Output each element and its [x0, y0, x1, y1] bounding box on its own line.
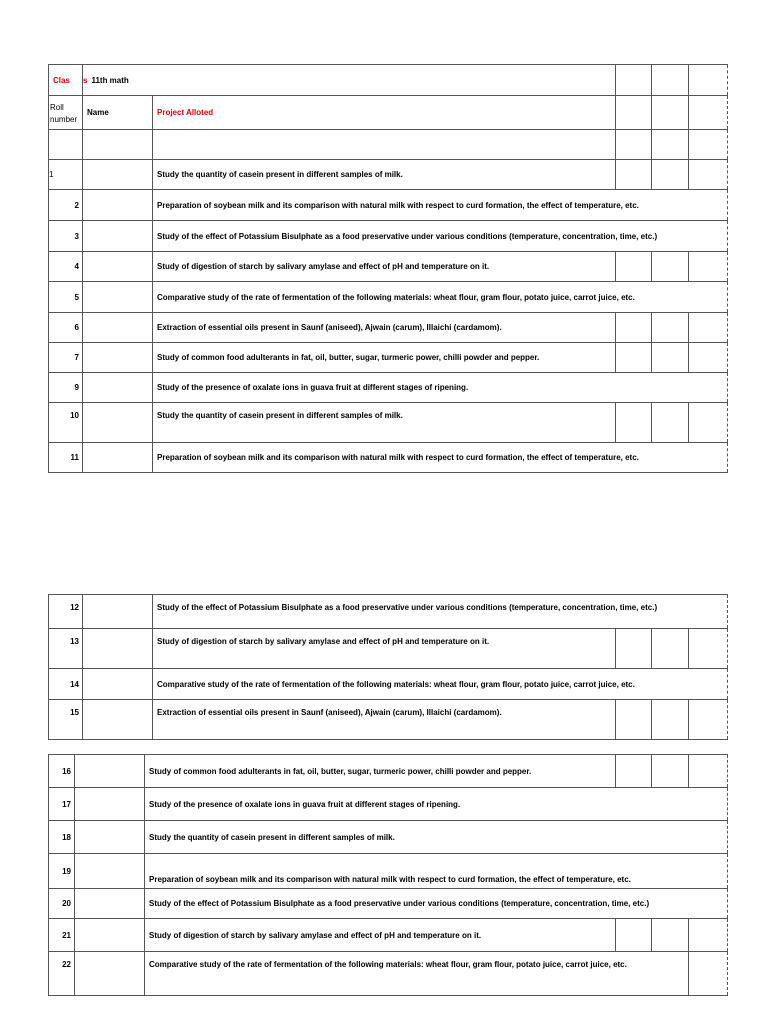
- empty-box-cell: [652, 96, 689, 129]
- project-cell: Study the quantity of casein present in different samples of milk.: [153, 403, 616, 442]
- table-row: [49, 252, 728, 282]
- empty-box-cell: [616, 65, 652, 95]
- empty-box-cell: [689, 313, 728, 342]
- empty-box-cell: [652, 313, 689, 342]
- empty-box-cell: [616, 96, 652, 129]
- name-cell: [83, 700, 153, 739]
- blank-cell: [153, 65, 616, 95]
- blank-cell: [83, 130, 153, 159]
- empty-box-cell: [689, 130, 728, 159]
- empty-box-cell: [616, 755, 652, 787]
- project-cell: Extraction of essential oils present in Saunf (aniseed), Ajwain (carum), Illaichi (cardamom).: [153, 313, 616, 342]
- table-row: [49, 669, 728, 700]
- empty-box-cell: [616, 130, 652, 159]
- project-cell: Study of common food adulterants in fat, oil, butter, sugar, turmeric power, chilli powder and pepper.: [145, 755, 616, 787]
- empty-box-cell: [652, 130, 689, 159]
- name-cell: [83, 669, 153, 699]
- roll-number: 13: [49, 629, 83, 668]
- class-label-text: Clas: [53, 75, 70, 85]
- roll-number: 15: [49, 700, 83, 739]
- roll-number: 6: [49, 313, 83, 342]
- roll-number: 12: [49, 595, 83, 628]
- table-row: [49, 854, 728, 889]
- roll-number: 16: [49, 755, 75, 787]
- table-row: [49, 700, 728, 740]
- name-cell: [75, 854, 145, 888]
- project-cell: Study the quantity of casein present in different samples of milk.: [153, 160, 616, 189]
- project-cell: Study of the effect of Potassium Bisulphate as a food preservative under various conditions (temperature, concentration, time, etc.): [153, 595, 728, 628]
- empty-box-cell: [689, 755, 728, 787]
- name-cell: [83, 282, 153, 312]
- project-table: [48, 594, 728, 740]
- table-class-row: [49, 65, 728, 96]
- name-cell: [83, 313, 153, 342]
- roll-number: 20: [49, 889, 75, 918]
- table-row: [49, 755, 728, 788]
- name-cell: [83, 190, 153, 220]
- name-header: Name: [83, 96, 153, 129]
- empty-box-cell: [616, 160, 652, 189]
- name-cell: [75, 755, 145, 787]
- roll-number: 1: [49, 160, 83, 189]
- empty-box-cell: [689, 919, 728, 951]
- table-head-row: [49, 96, 728, 130]
- class-value: [83, 65, 153, 95]
- roll-number: 4: [49, 252, 83, 281]
- empty-box-cell: [652, 755, 689, 787]
- table-row: [49, 190, 728, 221]
- table-row: [49, 313, 728, 343]
- table-blank-row: [49, 130, 728, 160]
- table-row: [49, 595, 728, 629]
- roll-number: 11: [49, 443, 83, 472]
- name-cell: [75, 788, 145, 820]
- project-cell: Study of the presence of oxalate ions in guava fruit at different stages of ripening.: [153, 373, 728, 402]
- roll-number: 7: [49, 343, 83, 372]
- project-cell: Study of common food adulterants in fat, oil, butter, sugar, turmeric power, chilli powder and pepper.: [153, 343, 616, 372]
- roll-number: 18: [49, 821, 75, 853]
- roll-number: 22: [49, 952, 75, 995]
- roll-number: 5: [49, 282, 83, 312]
- table-row: [49, 373, 728, 403]
- project-cell: Preparation of soybean milk and its comparison with natural milk with respect to curd formation, the effect of temperature, etc.: [153, 190, 728, 220]
- empty-box-cell: [616, 700, 652, 739]
- roll-number-header: Roll number: [49, 96, 83, 129]
- class-label: [49, 65, 83, 95]
- table-row: [49, 403, 728, 443]
- empty-box-cell: [689, 343, 728, 372]
- project-table: [48, 754, 728, 996]
- roll-number: 3: [49, 221, 83, 251]
- table-row: [49, 629, 728, 669]
- empty-box-cell: [689, 160, 728, 189]
- empty-box-cell: [689, 952, 728, 995]
- empty-box-cell: [652, 919, 689, 951]
- empty-box-cell: [689, 65, 728, 95]
- name-cell: [83, 403, 153, 442]
- project-cell: Preparation of soybean milk and its comparison with natural milk with respect to curd formation, the effect of temperature, etc.: [145, 854, 728, 888]
- empty-box-cell: [652, 700, 689, 739]
- name-cell: [83, 343, 153, 372]
- project-cell: Preparation of soybean milk and its comparison with natural milk with respect to curd formation, the effect of temperature, etc.: [153, 443, 728, 472]
- table-row: [49, 919, 728, 952]
- empty-box-cell: [689, 252, 728, 281]
- empty-box-cell: [652, 343, 689, 372]
- project-cell: Study of the effect of Potassium Bisulphate as a food preservative under various conditions (temperature, concentration, time, etc.): [153, 221, 728, 251]
- empty-box-cell: [616, 343, 652, 372]
- project-cell: Extraction of essential oils present in Saunf (aniseed), Ajwain (carum), Illaichi (cardamom).: [153, 700, 616, 739]
- roll-number: 9: [49, 373, 83, 402]
- project-cell: Study of digestion of starch by salivary amylase and effect of pH and temperature on it.: [153, 629, 616, 668]
- roll-number: 17: [49, 788, 75, 820]
- empty-box-cell: [652, 403, 689, 442]
- project-cell: Study of digestion of starch by salivary amylase and effect of pH and temperature on it.: [145, 919, 616, 951]
- name-cell: [83, 252, 153, 281]
- blank-cell: [49, 130, 83, 159]
- name-cell: [75, 821, 145, 853]
- empty-box-cell: [689, 96, 728, 129]
- project-cell: Study the quantity of casein present in different samples of milk.: [145, 821, 728, 853]
- empty-box-cell: [616, 629, 652, 668]
- table-row: [49, 952, 728, 996]
- project-table: [48, 64, 728, 473]
- empty-box-cell: [689, 700, 728, 739]
- empty-box-cell: [652, 160, 689, 189]
- table-row: [49, 443, 728, 473]
- empty-box-cell: [616, 919, 652, 951]
- empty-box-cell: [689, 629, 728, 668]
- roll-number: 10: [49, 403, 83, 442]
- project-cell: Comparative study of the rate of fermentation of the following materials: wheat flour, gram flour, potato juice, carrot juice, etc.: [153, 669, 728, 699]
- project-header: Project Alloted: [153, 96, 616, 129]
- empty-box-cell: [652, 252, 689, 281]
- table-row: [49, 788, 728, 821]
- roll-number: 19: [49, 854, 75, 888]
- name-cell: [83, 160, 153, 189]
- project-cell: Study of the effect of Potassium Bisulphate as a food preservative under various conditions (temperature, concentration, time, etc.): [145, 889, 728, 918]
- roll-number: 2: [49, 190, 83, 220]
- name-cell: [83, 595, 153, 628]
- name-cell: [83, 629, 153, 668]
- class-value-text: 11th math: [91, 75, 129, 85]
- empty-box-cell: [616, 252, 652, 281]
- roll-number: 21: [49, 919, 75, 951]
- table-row: [49, 343, 728, 373]
- roll-number: 14: [49, 669, 83, 699]
- project-cell: Study of the presence of oxalate ions in guava fruit at different stages of ripening.: [145, 788, 728, 820]
- table-row: [49, 889, 728, 919]
- table-row: [49, 821, 728, 854]
- class-label-suffix: s: [83, 75, 88, 85]
- project-cell: Study of digestion of starch by salivary amylase and effect of pH and temperature on it.: [153, 252, 616, 281]
- name-cell: [83, 373, 153, 402]
- empty-box-cell: [616, 403, 652, 442]
- name-cell: [75, 889, 145, 918]
- name-cell: [83, 221, 153, 251]
- name-cell: [75, 919, 145, 951]
- name-cell: [83, 443, 153, 472]
- table-row: [49, 221, 728, 252]
- empty-box-cell: [689, 403, 728, 442]
- project-cell: Comparative study of the rate of fermentation of the following materials: wheat flour, gram flour, potato juice, carrot juice, etc.: [153, 282, 728, 312]
- name-cell: [75, 952, 145, 995]
- project-cell: Comparative study of the rate of fermentation of the following materials: wheat flour, gram flour, potato juice, carrot juice, etc.: [145, 952, 689, 995]
- empty-box-cell: [616, 313, 652, 342]
- empty-box-cell: [652, 65, 689, 95]
- blank-cell: [153, 130, 616, 159]
- table-row: [49, 160, 728, 190]
- empty-box-cell: [652, 629, 689, 668]
- table-row: [49, 282, 728, 313]
